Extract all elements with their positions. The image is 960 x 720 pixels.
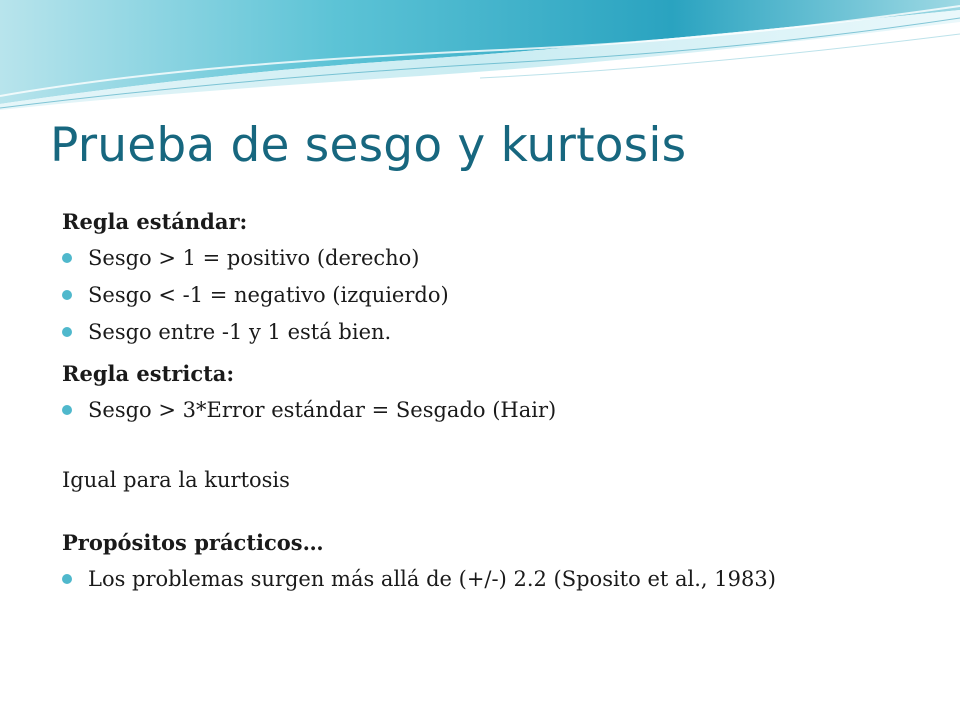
list-item xyxy=(62,243,942,273)
practical-purposes-list xyxy=(62,564,942,594)
decorative-wave-header xyxy=(0,0,960,120)
bullet-text: Sesgo < -1 = negativo (izquierdo) xyxy=(88,283,449,307)
strict-rule-list xyxy=(62,395,942,425)
bullet-text: Sesgo > 3*Error estándar = Sesgado (Hair) xyxy=(88,398,557,422)
slide-content xyxy=(62,207,942,601)
slide-title: Prueba de sesgo y kurtosis xyxy=(50,118,687,173)
bullet-icon xyxy=(62,253,72,263)
bullet-icon xyxy=(62,327,72,337)
bullet-text: Los problemas surgen más allá de (+/-) 2.2 (Sposito et al., 1983) xyxy=(88,567,776,591)
bullet-text: Sesgo > 1 = positivo (derecho) xyxy=(88,246,420,270)
practical-purposes-heading: Propósitos prácticos… xyxy=(62,530,324,555)
standard-rule-heading: Regla estándar: xyxy=(62,209,248,234)
kurtosis-note: Igual para la kurtosis xyxy=(62,468,290,492)
bullet-icon xyxy=(62,574,72,584)
list-item xyxy=(62,280,942,310)
bullet-icon xyxy=(62,405,72,415)
list-item xyxy=(62,317,942,347)
bullet-text: Sesgo entre -1 y 1 está bien. xyxy=(88,320,392,344)
bullet-icon xyxy=(62,290,72,300)
strict-rule-heading: Regla estricta: xyxy=(62,361,235,386)
list-item xyxy=(62,395,942,425)
list-item xyxy=(62,564,942,594)
standard-rule-list xyxy=(62,243,942,347)
